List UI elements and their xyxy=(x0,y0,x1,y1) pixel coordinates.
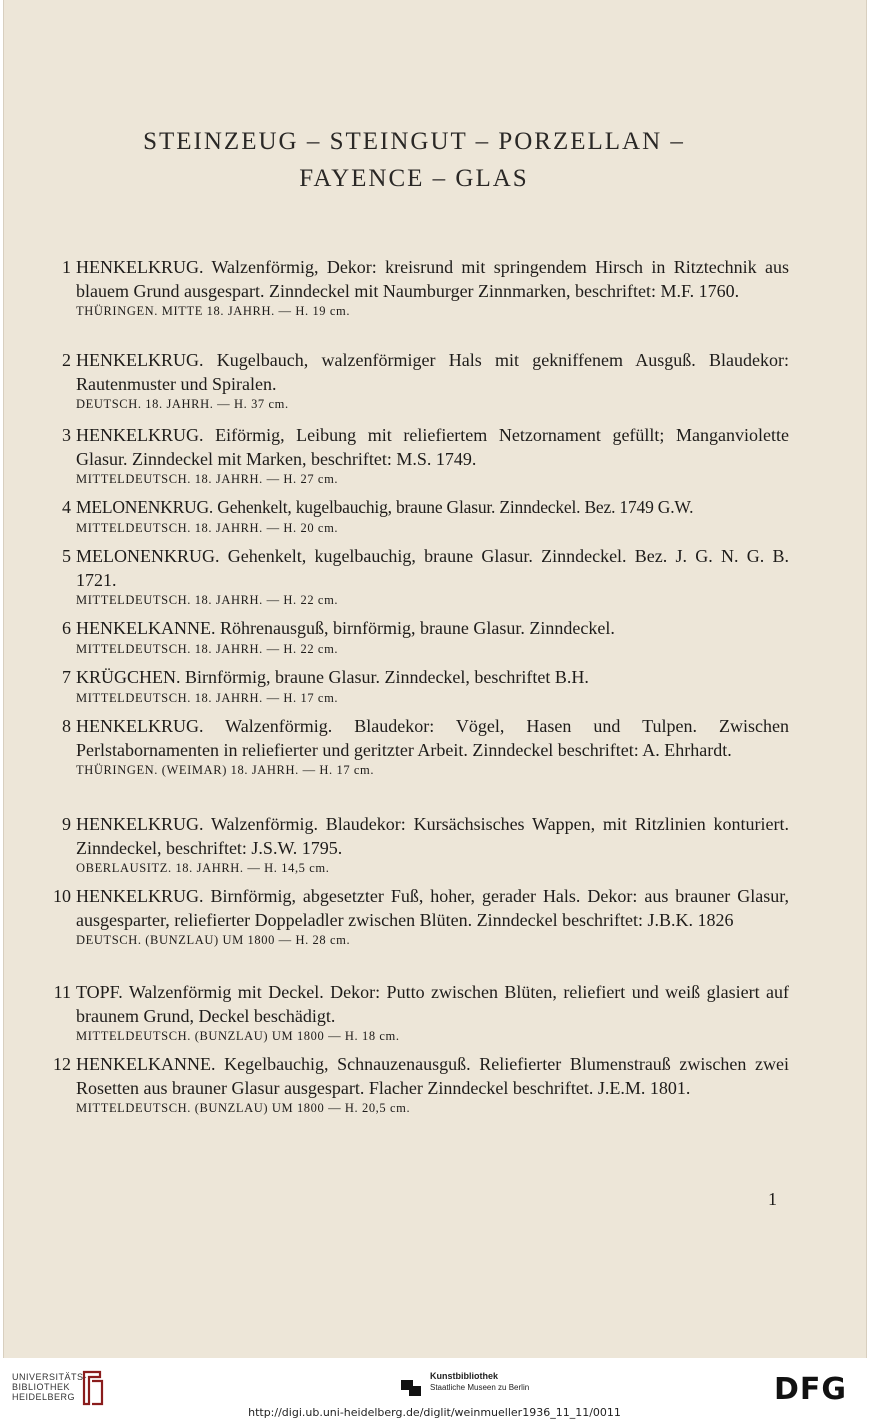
catalog-entry-11 xyxy=(44,981,789,1045)
university-logo-icon xyxy=(80,1368,106,1408)
entry-number: 5 xyxy=(62,546,71,566)
catalog-entry-3 xyxy=(44,424,789,488)
entry-number: 9 xyxy=(62,814,71,834)
entry-description: HENKELKRUG. Kugelbauch, walzenförmiger Hals mit gekniffenem Ausguß. Blaudekor: Rautenmuster und Spiralen. xyxy=(76,350,789,394)
kunstbibliothek-logo-icon xyxy=(399,1374,423,1398)
entry-description: MELONENKRUG. Gehenkelt, kugelbauchig, braune Glasur. Zinndeckel. Bez. 1749 G.W. xyxy=(76,497,694,517)
entry-description: HENKELKRUG. Walzenförmig, Dekor: kreisrund mit springendem Hirsch in Ritztechnik aus blauem Grund ausgespart. Zinndeckel mit Naumburger Zinnmarken, beschriftet: M.F. 1760. xyxy=(76,257,789,301)
entry-number: 8 xyxy=(62,716,71,736)
page-title-line-1: STEINZEUG – STEINGUT – PORZELLAN – xyxy=(143,128,685,155)
entry-number: 2 xyxy=(62,350,71,370)
entry-origin: MITTELDEUTSCH. 18. JAHRH. — H. 17 cm. xyxy=(76,690,339,705)
entry-origin: OBERLAUSITZ. 18. JAHRH. — H. 14,5 cm. xyxy=(76,861,330,875)
entry-origin: MITTELDEUTSCH. (BUNZLAU) UM 1800 — H. 18 cm. xyxy=(76,1029,400,1043)
catalog-entry-9 xyxy=(44,813,789,877)
catalog-entry-4 xyxy=(44,496,789,537)
dfg-logo: DFG xyxy=(774,1372,848,1407)
entry-number: 1 xyxy=(62,257,71,277)
entry-description: HENKELKRUG. Eiförmig, Leibung mit reliefiertem Netzornament gefüllt; Manganviolette Glasur. Zinndeckel mit Marken, beschriftet: M.S. 1749. xyxy=(76,425,789,469)
entry-number: 12 xyxy=(53,1054,71,1074)
entry-origin: MITTELDEUTSCH. 18. JAHRH. — H. 22 cm. xyxy=(76,593,339,607)
entry-number: 3 xyxy=(62,425,71,445)
entry-description: HENKELKANNE. Röhrenausguß, birnförmig, braune Glasur. Zinndeckel. xyxy=(76,618,615,638)
entry-origin: DEUTSCH. (BUNZLAU) UM 1800 — H. 28 cm. xyxy=(76,933,351,947)
entry-description: KRÜGCHEN. Birnförmig, braune Glasur. Zinndeckel, beschriftet B.H. xyxy=(76,667,589,687)
entry-description: HENKELKRUG. Birnförmig, abgesetzter Fuß, hoher, gerader Hals. Dekor: aus brauner Glasur, ausgesparter, reliefierter Doppeladler zwischen Blüten. Zinndeckel beschriftet: J.B.K. 1826 xyxy=(76,886,789,930)
page-number: 1 xyxy=(768,1189,777,1209)
entry-description: HENKELKRUG. Walzenförmig. Blaudekor: Vögel, Hasen und Tulpen. Zwischen Perlstabornamenten in reliefierter und geritzter Arbeit. Zinndeckel beschriftet: A. Ehrhardt. xyxy=(76,716,789,760)
kunstbibliothek-label: Kunstbibliothek Staatliche Museen zu Berlin xyxy=(430,1371,530,1392)
entry-number: 7 xyxy=(62,667,71,687)
entry-origin: THÜRINGEN. (WEIMAR) 18. JAHRH. — H. 17 cm. xyxy=(76,763,375,777)
viewer-footer xyxy=(0,1358,869,1422)
catalog-entry-8 xyxy=(44,715,789,779)
scanned-page xyxy=(3,0,867,1358)
entry-number: 10 xyxy=(53,886,71,906)
entry-number: 4 xyxy=(62,497,71,517)
catalog-entry-7 xyxy=(44,666,789,707)
entry-origin: MITTELDEUTSCH. (BUNZLAU) UM 1800 — H. 20,5 cm. xyxy=(76,1101,411,1115)
entry-number: 6 xyxy=(62,618,71,638)
entry-number: 11 xyxy=(53,982,71,1002)
entry-origin: DEUTSCH. 18. JAHRH. — H. 37 cm. xyxy=(76,397,289,411)
catalog-entry-6 xyxy=(44,617,789,658)
university-library-label: UNIVERSITÄTS- BIBLIOTHEK HEIDELBERG xyxy=(12,1372,88,1402)
entry-description: TOPF. Walzenförmig mit Deckel. Dekor: Putto zwischen Blüten, reliefiert und weiß glasiert auf braunem Grund, Deckel beschädigt. xyxy=(76,982,789,1026)
catalog-entry-2 xyxy=(44,349,789,413)
catalog-entry-1 xyxy=(44,256,789,320)
entry-description: HENKELKANNE. Kegelbauchig, Schnauzenausguß. Reliefierter Blumenstrauß zwischen zwei Rosetten aus brauner Glasur ausgespart. Flacher Zinndeckel beschriftet. J.E.M. 1801. xyxy=(76,1054,789,1098)
entry-origin: MITTELDEUTSCH. 18. JAHRH. — H. 22 cm. xyxy=(76,641,339,656)
entry-origin: THÜRINGEN. MITTE 18. JAHRH. — H. 19 cm. xyxy=(76,304,351,318)
page-title-line-2: FAYENCE – GLAS xyxy=(299,165,529,192)
entry-origin: MITTELDEUTSCH. 18. JAHRH. — H. 20 cm. xyxy=(76,520,339,535)
entry-origin: MITTELDEUTSCH. 18. JAHRH. — H. 27 cm. xyxy=(76,472,339,486)
catalog-entry-12 xyxy=(44,1053,789,1117)
entry-description: MELONENKRUG. Gehenkelt, kugelbauchig, braune Glasur. Zinndeckel. Bez. J. G. N. G. B. 1721. xyxy=(76,546,789,590)
permalink-url[interactable]: http://digi.ub.uni-heidelberg.de/diglit/weinmueller1936_11_11/0011 xyxy=(248,1406,621,1419)
catalog-entry-10 xyxy=(44,885,789,949)
entry-description: HENKELKRUG. Walzenförmig. Blaudekor: Kursächsisches Wappen, mit Ritzlinien konturiert. Zinndeckel, beschriftet: J.S.W. 1795. xyxy=(76,814,789,858)
catalog-entry-5 xyxy=(44,545,789,609)
